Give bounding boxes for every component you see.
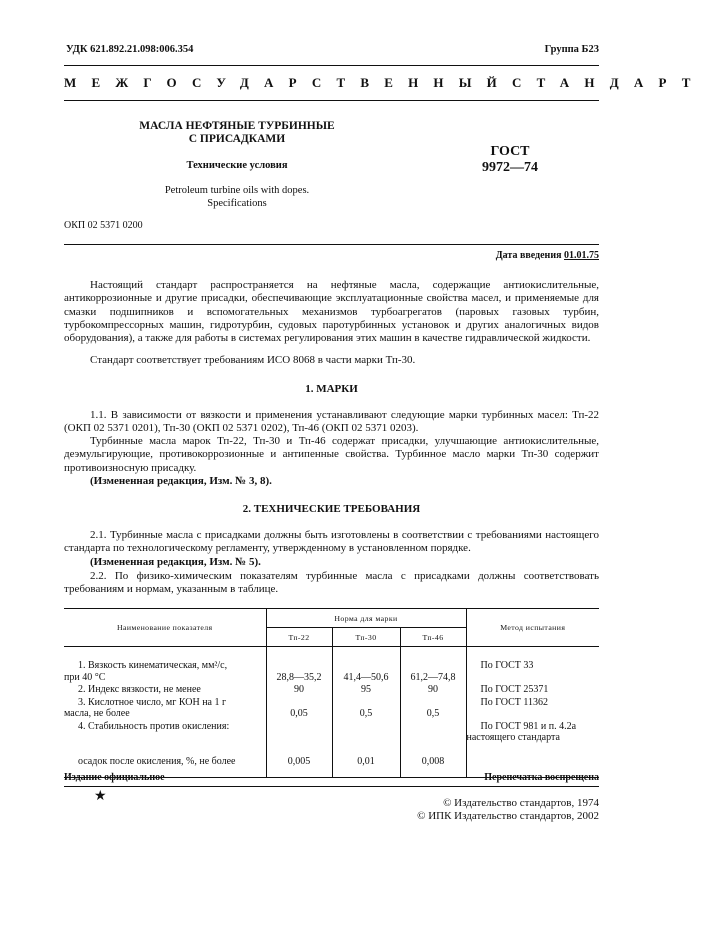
section-2-paragraph-2: 2.2. По физико-химическим показателям турбинные масла с присадками должны соответствовать требованиям и нормам, указанным в таблице. [64,570,599,596]
title-line-1: МАСЛА НЕФТЯНЫЕ ТУРБИННЫЕ [139,120,335,132]
section-2-heading: 2. ТЕХНИЧЕСКИЕ ТРЕБОВАНИЯ [242,503,421,515]
intro-paragraph-2: Стандарт соответствует требованиям ИСО 8068 в части марки Тп-30. [90,354,416,366]
table-row [64,721,599,744]
value-tp22-cell [266,721,332,744]
value-tp46-cell [400,721,466,744]
banner-word-standard: СТАНДАРТ [512,75,706,90]
header-indicator: Наименование показателя [64,609,266,647]
indicator-cell: 3. Кислотное число, мг КОН на 1 г масла, не более [64,696,227,719]
value-tp22-cell: 0,005 [266,744,332,772]
method-cell: По ГОСТ 11362 [466,697,599,721]
title-line-2: С ПРИСАДКАМИ [188,133,286,145]
header-grade-1: Тп-22 [266,628,332,647]
table-header-row-1 [64,609,599,628]
value-tp46-cell: 0,5 [400,697,466,721]
value-tp22-cell: 0,05 [266,697,332,721]
gost-number [465,144,555,176]
english-line-1: Petroleum turbine oils with dopes. [164,185,310,196]
header-norm: Норма для марки [266,609,466,628]
header-rule-top [64,65,599,66]
table-body [64,660,599,771]
table-row [64,697,599,721]
section-2-paragraph-1: 2.1. Турбинные масла с присадками должны быть изготовлены в соответствии с требованиями настоящего стандарта по технологическому регламенту, утвержденному в установленном порядке. [64,529,599,555]
value-tp46-cell: 61,2—74,8 [400,660,466,684]
document-title [110,120,364,146]
value-tp30-cell: 0,01 [332,744,400,772]
copyright-1974: © Издательство стандартов, 1974 [443,797,599,809]
indicator-cell: осадок после окисления, %, не более [78,755,236,767]
indicator-cell: 4. Стабильность против окисления: [78,720,230,732]
value-tp30-cell: 0,5 [332,697,400,721]
indicator-cell: 2. Индекс вязкости, не менее [78,684,201,695]
method-cell: По ГОСТ 25371 [466,684,599,697]
official-edition: Издание официальное [64,772,165,783]
value-tp30-cell: 41,4—50,6 [332,660,400,684]
method-cell [466,744,599,772]
header-grade-3: Тп-46 [400,628,466,647]
table-row [64,744,599,772]
table-spacer-row [64,647,599,661]
value-tp22-cell: 28,8—35,2 [266,660,332,684]
header-grade-2: Тп-30 [332,628,400,647]
value-tp46-cell: 90 [400,684,466,697]
copyright-block [417,797,599,823]
requirements-table [64,608,599,778]
gost-label: ГОСТ [490,144,530,159]
section-1-paragraph-2: Турбинные масла марок Тп-22, Тп-30 и Тп-46 содержат присадки, улучшающие антиокислительные, деэмульгирующие, противокоррозионные и антипенные свойства. Турбинное масло марки Тп-30 содержит противоизносную присадку. [64,435,599,474]
effective-date [496,250,599,261]
date-value: 01.01.75 [564,250,599,261]
section-1-heading: 1. МАРКИ [305,383,358,395]
method-cell: По ГОСТ 981 и п. 4.2а настоящего стандарта [466,721,599,744]
table-row [64,684,599,697]
footer-rule [64,786,599,787]
indicator-cell: 1. Вязкость кинематическая, мм²/с, при 40 °С [64,660,228,683]
okp-code: ОКП 02 5371 0200 [64,220,143,231]
standard-banner [64,75,706,91]
value-tp46-cell: 0,008 [400,744,466,772]
udk-code: УДК 621.892.21.098:006.354 [66,44,194,55]
section-1-amendment-note: (Измененная редакция, Изм. № 3, 8). [90,475,272,487]
value-tp30-cell [332,721,400,744]
english-title [110,184,364,210]
section-2-amendment-note: (Измененная редакция, Изм. № 5). [90,556,261,568]
banner-word-interstate: МЕЖГОСУДАРСТВЕННЫЙ [64,75,512,90]
method-cell: По ГОСТ 33 [466,660,599,684]
copyright-2002: © ИПК Издательство стандартов, 2002 [417,810,599,822]
intro-paragraph-1: Настоящий стандарт распространяется на нефтяные масла, содержащие антиокислительные, антикоррозионные и другие присадки, обеспечивающие эксплуатационные свойства масел, и применяемые для смазки подшипников и вспомогательных механизмов турбоагрегатов (паровых газовых турбин, турбокомпрессорных машин, гидротурбин, судовых паротурбинных установок и других аналогичных видов оборудования), а также для работы в системах регулирования этих машин в качестве гидравлической жидкости. [64,279,599,345]
table-row [64,660,599,684]
header-method: Метод испытания [466,609,599,647]
date-label: Дата введения [495,250,562,261]
star-icon: ★ [94,789,107,804]
reprint-prohibited: Перепечатка воспрещена [484,772,599,783]
group-code: Группа Б23 [544,44,599,55]
gost-code: 9972—74 [482,160,538,175]
header-rule-bottom [64,100,599,101]
english-line-2: Specifications [207,198,267,209]
section-1-paragraph-1: 1.1. В зависимости от вязкости и применения устанавливают следующие марки турбинных масел: Тп-22 (ОКП 02 5371 0201), Тп-30 (ОКП 02 5371 0202), Тп-46 (ОКП 02 5371 0203). [64,409,599,435]
document-subtitle: Технические условия [186,160,288,171]
title-rule [64,244,599,245]
value-tp22-cell: 90 [266,684,332,697]
value-tp30-cell: 95 [332,684,400,697]
